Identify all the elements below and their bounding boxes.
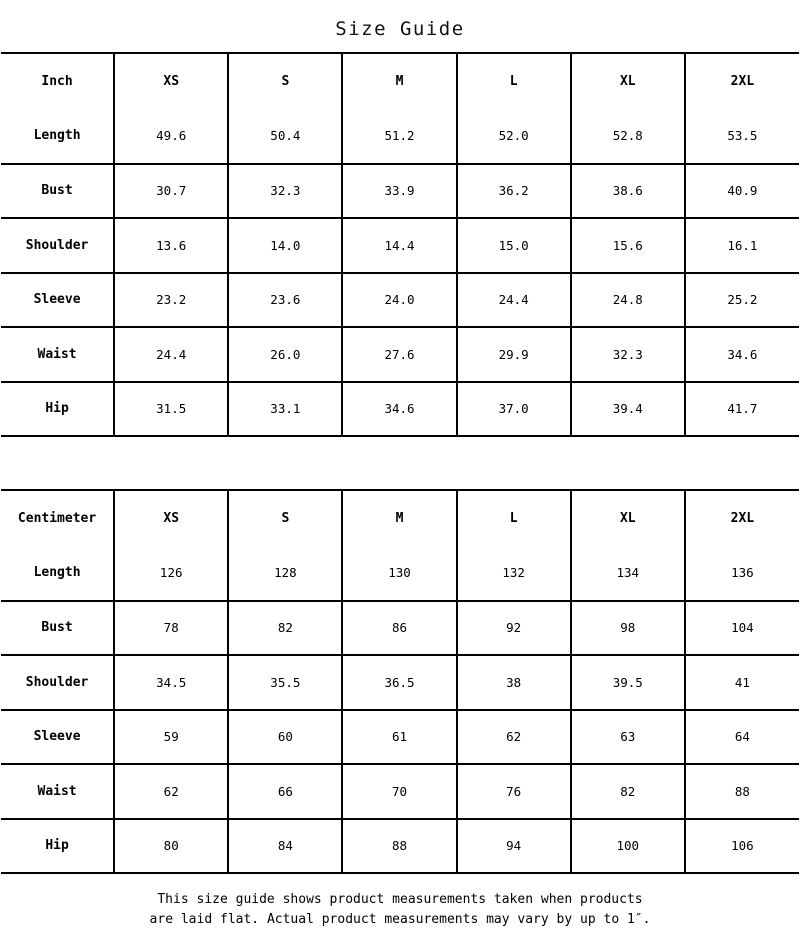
table-cell: 13.6 <box>114 218 228 273</box>
footnote-line-2: are laid flat. Actual product measurements may vary by up to 1″. <box>149 912 651 928</box>
table-cell: 40.9 <box>685 164 799 219</box>
row-label: Bust <box>1 164 114 219</box>
table-row <box>1 382 799 437</box>
table-row <box>1 327 799 382</box>
table-cell: 106 <box>731 838 754 854</box>
row-label: Hip <box>1 819 114 874</box>
table-row <box>1 764 799 819</box>
column-header-size: 2XL <box>730 74 755 89</box>
table-cell: 31.5 <box>114 382 228 437</box>
table-cell: 80 <box>114 819 228 874</box>
table-cell: 50.4 <box>228 109 342 164</box>
table-cell: 98 <box>571 601 685 656</box>
table-cell: 32.3 <box>228 164 342 219</box>
page-title: Size Guide <box>335 18 465 40</box>
table-header-row <box>1 490 799 546</box>
table-cell: 61 <box>342 710 456 765</box>
table-cell: 24.4 <box>457 273 571 328</box>
column-header-size: S <box>228 53 342 109</box>
table-cell: 59 <box>114 710 228 765</box>
table-cell: 26.0 <box>228 327 342 382</box>
table-row <box>1 819 799 874</box>
row-label: Shoulder <box>1 218 114 273</box>
row-label: Waist <box>1 327 114 382</box>
table-cell: 132 <box>457 546 571 601</box>
table-row <box>1 109 799 164</box>
table-cell: 82 <box>228 601 342 656</box>
column-header-size: M <box>342 490 456 546</box>
table-row <box>1 710 799 765</box>
table-cell: 23.2 <box>114 273 228 328</box>
table-cell: 104 <box>685 601 799 656</box>
row-label: Bust <box>1 601 114 656</box>
column-header-size: L <box>457 53 571 109</box>
table-cell: 15.0 <box>457 218 571 273</box>
table-cell: 53.5 <box>685 109 799 164</box>
table-cell: 24.0 <box>342 273 456 328</box>
table-separator <box>0 437 800 489</box>
row-label: Hip <box>1 382 114 437</box>
column-header-size: XS <box>114 490 228 546</box>
table-cell: 130 <box>342 546 456 601</box>
table-row <box>1 601 799 656</box>
table-cell: 100 <box>571 819 685 874</box>
table-cell: 25.2 <box>685 273 799 328</box>
table-header-row <box>1 53 799 109</box>
row-label: Sleeve <box>1 273 114 328</box>
table-cell: 23.6 <box>228 273 342 328</box>
table-cell: 34.6 <box>685 327 799 382</box>
table-cell: 29.9 <box>457 327 571 382</box>
table-cell: 35.5 <box>228 655 342 710</box>
table-cell: 70 <box>342 764 456 819</box>
table-cell: 66 <box>228 764 342 819</box>
unit-label-centimeter: Centimeter <box>1 490 114 546</box>
table-cell: 88 <box>342 819 456 874</box>
table-cell: 36.2 <box>457 164 571 219</box>
table-cell: 49.6 <box>114 109 228 164</box>
table-cell: 38 <box>457 655 571 710</box>
table-row <box>1 546 799 601</box>
column-header-size: XL <box>571 490 685 546</box>
table-row <box>1 164 799 219</box>
table-cell: 64 <box>685 710 799 765</box>
table-cell: 14.0 <box>228 218 342 273</box>
table-cell: 126 <box>114 546 228 601</box>
table-row <box>1 273 799 328</box>
table-cell: 39.4 <box>571 382 685 437</box>
table-cell: 39.5 <box>571 655 685 710</box>
table-cell: 32.3 <box>571 327 685 382</box>
table-cell: 38.6 <box>571 164 685 219</box>
table-cell: 60 <box>228 710 342 765</box>
table-cell: 33.1 <box>228 382 342 437</box>
table-cell: 24.4 <box>114 327 228 382</box>
table-cell: 24.8 <box>571 273 685 328</box>
table-cell: 86 <box>342 601 456 656</box>
table-cell: 62 <box>114 764 228 819</box>
row-label: Length <box>1 546 114 601</box>
table-cell: 34.5 <box>114 655 228 710</box>
table-row <box>1 218 799 273</box>
table-cell: 34.6 <box>342 382 456 437</box>
table-cell: 88 <box>685 764 799 819</box>
column-header-size: L <box>457 490 571 546</box>
table-cell: 14.4 <box>342 218 456 273</box>
table-cell: 136 <box>685 546 799 601</box>
table-cell: 52.0 <box>457 109 571 164</box>
column-header-size: S <box>228 490 342 546</box>
table-cell: 41 <box>685 655 799 710</box>
table-cell: 62 <box>457 710 571 765</box>
size-guide-footnote <box>0 874 800 930</box>
table-cell: 30.7 <box>114 164 228 219</box>
table-cell: 76 <box>457 764 571 819</box>
row-label: Shoulder <box>1 655 114 710</box>
table-cell: 92 <box>457 601 571 656</box>
table-cell: 36.5 <box>342 655 456 710</box>
table-cell: 82 <box>571 764 685 819</box>
table-cell: 52.8 <box>571 109 685 164</box>
row-label: Waist <box>1 764 114 819</box>
table-cell: 134 <box>571 546 685 601</box>
table-cell: 94 <box>457 819 571 874</box>
table-cell: 78 <box>114 601 228 656</box>
column-header-size: XL <box>571 53 685 109</box>
row-label: Sleeve <box>1 710 114 765</box>
column-header-size: M <box>342 53 456 109</box>
table-cell: 63 <box>571 710 685 765</box>
table-cell: 41.7 <box>727 401 758 417</box>
table-row <box>1 655 799 710</box>
table-cell: 15.6 <box>571 218 685 273</box>
table-cell: 33.9 <box>342 164 456 219</box>
table-cell: 84 <box>228 819 342 874</box>
row-label: Length <box>1 109 114 164</box>
footnote-line-1: This size guide shows product measurements taken when products <box>157 892 643 907</box>
table-cell: 16.1 <box>685 218 799 273</box>
table-cell: 51.2 <box>342 109 456 164</box>
table-cell: 37.0 <box>457 382 571 437</box>
table-cell: 27.6 <box>342 327 456 382</box>
column-header-size: 2XL <box>730 511 755 526</box>
unit-label-inch: Inch <box>1 53 114 109</box>
column-header-size: XS <box>114 53 228 109</box>
table-cell: 128 <box>228 546 342 601</box>
size-table-inch <box>1 52 799 437</box>
size-table-centimeter <box>1 489 799 874</box>
